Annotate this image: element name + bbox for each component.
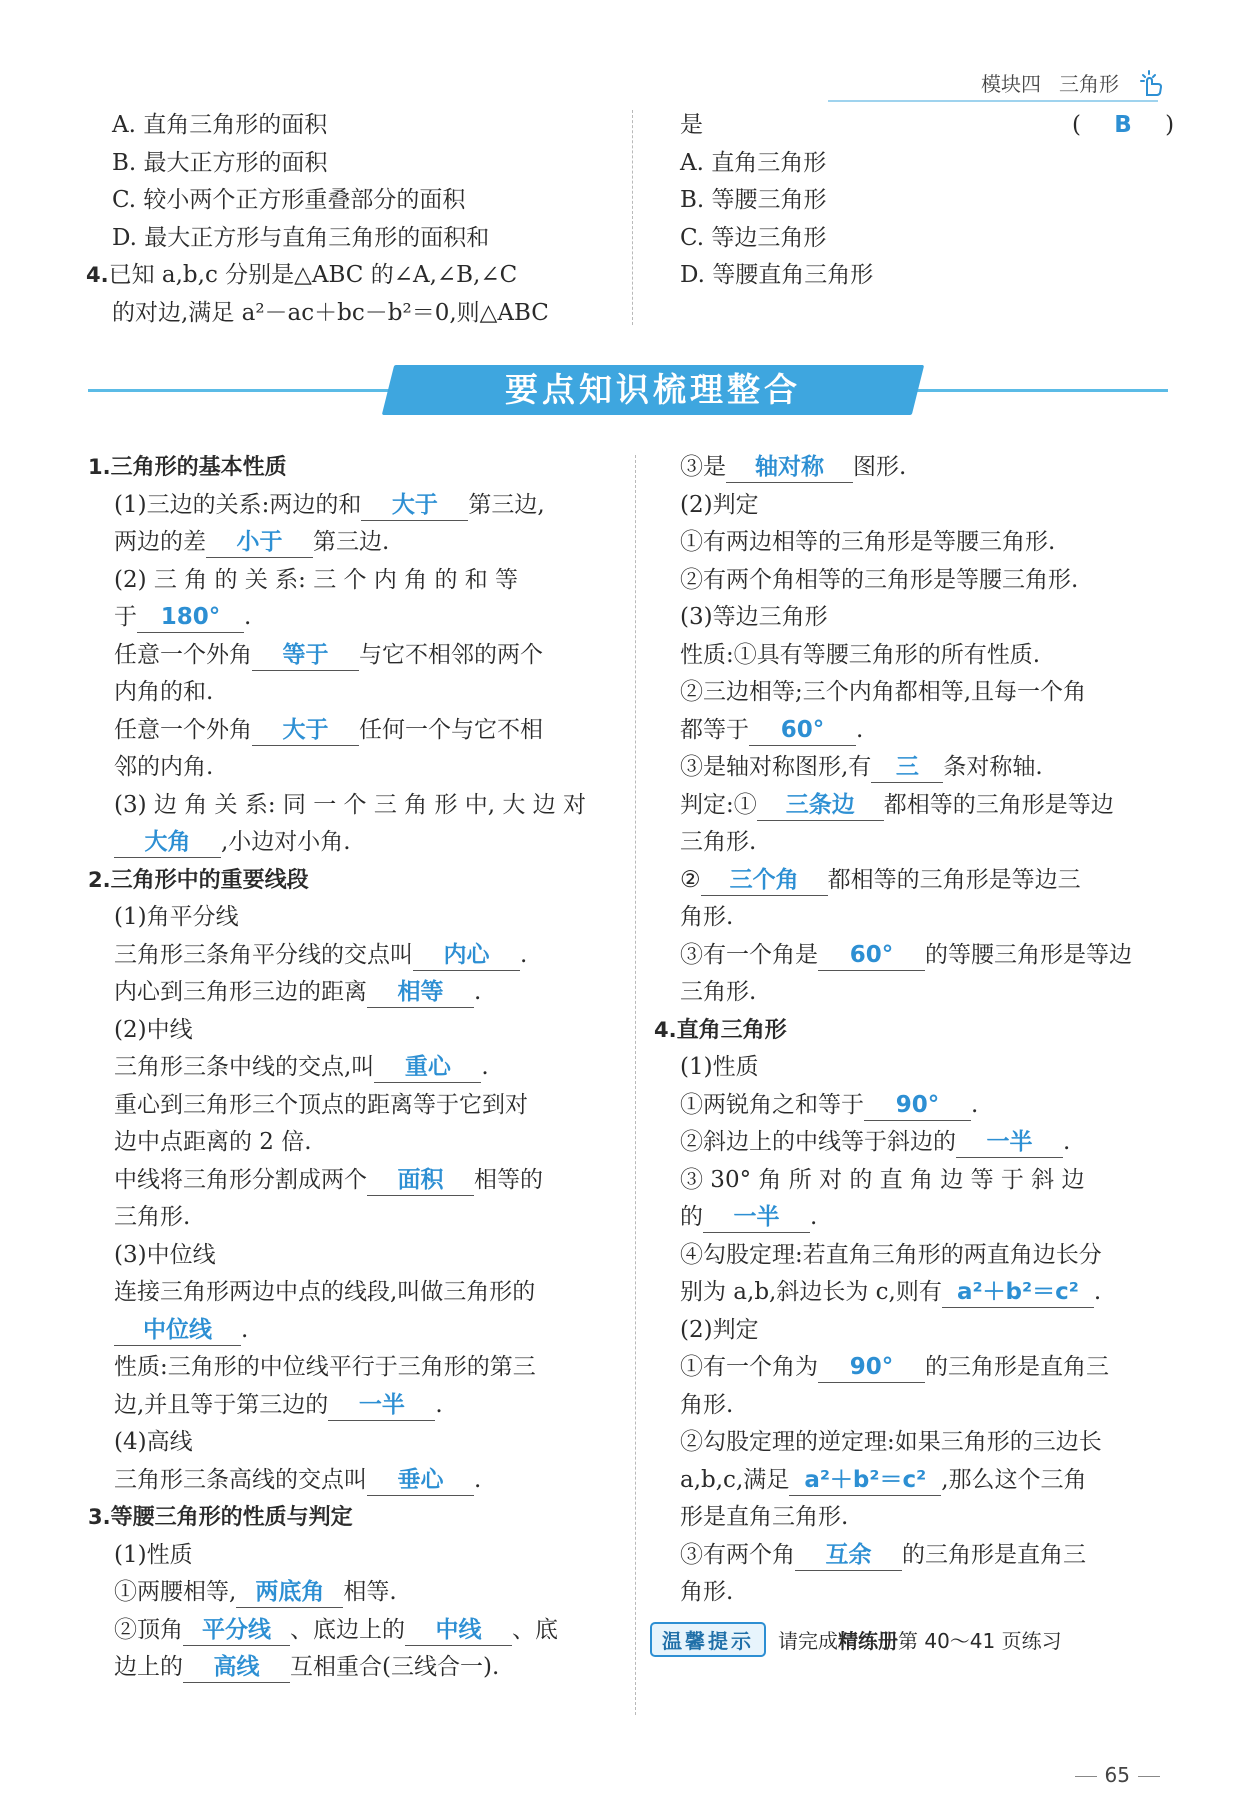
subheading: (2)判定 <box>680 491 759 518</box>
text: . <box>481 1054 489 1080</box>
dash-left <box>1075 1776 1097 1777</box>
text: ②三边相等;三个内角都相等,且每一个角 <box>680 679 1087 705</box>
text: ③ 30° 角 所 对 的 直 角 边 等 于 斜 边 <box>680 1166 1085 1193</box>
text: ①有两边相等的三角形是等腰三角形. <box>680 529 1056 555</box>
text: ①两腰相等, <box>114 1579 237 1605</box>
text: 邻的内角. <box>114 754 214 780</box>
answer-blank: 中线 <box>405 1615 512 1646</box>
answer-blank: 面积 <box>367 1165 474 1196</box>
question-4-tail <box>680 107 1175 145</box>
top-left-column <box>86 107 632 332</box>
text: 三角形. <box>680 979 757 1005</box>
text: . <box>971 1091 979 1118</box>
text: . <box>520 941 528 968</box>
answer-blank: 90° <box>864 1090 971 1121</box>
text: ④勾股定理:若直角三角形的两直角边长分 <box>680 1241 1102 1268</box>
answer-bracket <box>1072 107 1174 145</box>
subheading: (4)高线 <box>114 1429 193 1455</box>
text: 角形. <box>680 1391 734 1418</box>
text: 任何一个与它不相 <box>359 716 543 743</box>
answer-blank: 90° <box>818 1352 925 1383</box>
text: 形是直角三角形. <box>680 1504 849 1530</box>
text: 三角形三条中线的交点,叫 <box>114 1054 375 1080</box>
answer-blank: a²＋b²＝c² <box>789 1465 941 1496</box>
answer-blank: 重心 <box>374 1052 481 1083</box>
main-left-column <box>88 449 608 1687</box>
text: 角形. <box>680 904 734 930</box>
text: 图形. <box>853 454 907 480</box>
text: 第三边, <box>468 491 545 518</box>
text: ③是 <box>680 454 726 480</box>
banner-title: 要点知识梳理整合 <box>505 370 801 409</box>
answer-blank: 三个角 <box>701 865 828 896</box>
question-4-text: 已知 a,b,c 分别是△ABC 的∠A,∠B,∠C <box>108 262 518 288</box>
text: 第三边. <box>313 529 390 555</box>
option-c: C. 较小两个正方形重叠部分的面积 <box>112 187 466 213</box>
text: 的等腰三角形是等边 <box>925 941 1132 968</box>
page-header <box>981 68 1165 97</box>
text: 边,并且等于第三边的 <box>114 1391 329 1418</box>
text: 连接三角形两边中点的线段,叫做三角形的 <box>114 1279 536 1305</box>
text: 别为 a,b,斜边长为 c,则有 <box>680 1279 942 1305</box>
text: 的三角形是直角三 <box>902 1541 1086 1568</box>
text: ②斜边上的中线等于斜边的 <box>680 1129 956 1155</box>
text: 都相等的三角形是等边 <box>883 791 1114 818</box>
text: 内心到三角形三边的距离 <box>114 979 367 1005</box>
text: . <box>474 1466 482 1493</box>
practice-tip <box>650 1622 1062 1657</box>
text: 边中点距离的 2 倍. <box>114 1129 312 1155</box>
top-column-divider <box>632 110 633 325</box>
text: . <box>474 979 482 1005</box>
text: ①两锐角之和等于 <box>680 1091 864 1118</box>
answer-blank: 两底角 <box>236 1577 343 1608</box>
answer-blank: 小于 <box>206 527 313 558</box>
text: 边上的 <box>114 1654 183 1680</box>
paren-close: ) <box>1165 112 1175 138</box>
answer-blank: 中位线 <box>114 1315 241 1346</box>
text: (2) 三 角 的 关 系: 三 个 内 角 的 和 等 <box>114 566 519 593</box>
question-4-number: 4. <box>86 263 109 287</box>
answer-blank: 相等 <box>367 977 474 1008</box>
text: . <box>244 604 252 630</box>
answer-blank: 高线 <box>183 1652 290 1683</box>
text: 都相等的三角形是等边三 <box>827 866 1081 893</box>
tip-tag: 温馨提示 <box>650 1622 766 1657</box>
tip-text-b: 第 40～41 页练习 <box>898 1629 1062 1653</box>
text: 、底边上的 <box>290 1616 405 1643</box>
subheading: (3)等边三角形 <box>680 604 828 630</box>
text: 性质:三角形的中位线平行于三角形的第三 <box>114 1354 536 1380</box>
text: 三角形三条角平分线的交点叫 <box>114 941 413 968</box>
text: ②顶角 <box>114 1616 183 1643</box>
pointing-hand-icon <box>1137 69 1165 97</box>
answer-blank: 一半 <box>703 1202 810 1233</box>
answer-blank: 大于 <box>252 715 359 746</box>
text: ,那么这个三角 <box>941 1466 1087 1493</box>
text: ③有一个角是 <box>680 941 818 968</box>
text: 性质:①具有等腰三角形的所有性质. <box>680 641 1041 668</box>
text: 都等于 <box>680 716 749 743</box>
text: . <box>435 1391 443 1418</box>
section-1-title: 三角形的基本性质 <box>110 455 287 480</box>
text: 于 <box>114 604 137 630</box>
subheading: (2)判定 <box>680 1316 759 1343</box>
text: 互相重合(三线合一). <box>290 1654 500 1680</box>
answer-blank: 平分线 <box>183 1615 290 1646</box>
text: 内角的和. <box>114 679 214 705</box>
text: 的三角形是直角三 <box>925 1354 1109 1380</box>
option-a: A. 直角三角形的面积 <box>112 112 328 138</box>
answer-blank: 三 <box>871 752 943 783</box>
page-number <box>1067 1763 1168 1787</box>
page-number-text: 65 <box>1104 1763 1130 1787</box>
section-4-title: 直角三角形 <box>676 1017 787 1043</box>
text: . <box>241 1316 249 1343</box>
text: . <box>856 716 864 743</box>
option-c: C. 等边三角形 <box>680 224 827 251</box>
text: 任意一个外角 <box>114 641 252 668</box>
subheading: (1)性质 <box>114 1541 193 1568</box>
text: 条对称轴. <box>943 754 1043 780</box>
subheading: (2)中线 <box>114 1016 193 1043</box>
header-rule <box>828 100 1158 102</box>
section-2-title: 三角形中的重要线段 <box>110 867 309 893</box>
text: ,小边对小角. <box>221 829 351 855</box>
option-b: B. 等腰三角形 <box>680 187 827 213</box>
tip-text-a: 请完成 <box>778 1629 838 1653</box>
subheading: (1)角平分线 <box>114 904 239 930</box>
text: 相等的 <box>474 1166 543 1193</box>
text: 角形. <box>680 1579 734 1605</box>
top-right-column <box>680 107 1175 295</box>
text: 相等. <box>343 1579 397 1605</box>
option-a: A. 直角三角形 <box>680 149 827 176</box>
answer-blank: 垂心 <box>367 1465 474 1496</box>
answer-blank: 互余 <box>795 1540 902 1571</box>
option-d: D. 最大正方形与直角三角形的面积和 <box>112 224 490 251</box>
choice-answer: B <box>1114 112 1132 138</box>
question-4 <box>86 257 632 295</box>
tip-text-bold: 精练册 <box>838 1629 898 1653</box>
text: (3) 边 角 关 系: 同 一 个 三 角 形 中, 大 边 对 <box>114 791 586 818</box>
section-2-number: 2. <box>88 867 111 892</box>
text: 、底 <box>512 1616 558 1643</box>
question-4-line2: 的对边,满足 a²－ac＋bc－b²＝0,则△ABC <box>112 299 549 326</box>
answer-blank: a²＋b²＝c² <box>942 1277 1094 1308</box>
option-d: D. 等腰直角三角形 <box>680 262 874 288</box>
text: . <box>1063 1129 1071 1155</box>
section-1-number: 1. <box>88 455 111 479</box>
subheading: (3)中位线 <box>114 1241 216 1268</box>
answer-blank: 60° <box>818 940 925 971</box>
text: 重心到三角形三个顶点的距离等于它到对 <box>114 1091 528 1118</box>
text: 任意一个外角 <box>114 716 252 743</box>
answer-blank: 三条边 <box>757 790 884 821</box>
text: 三角形. <box>680 829 757 855</box>
text: 的 <box>680 1204 703 1230</box>
section-3-title: 等腰三角形的性质与判定 <box>110 1505 353 1530</box>
text: ②勾股定理的逆定理:如果三角形的三边长 <box>680 1429 1102 1455</box>
text: (1)三边的关系:两边的和 <box>114 491 362 518</box>
text: ③有两个角 <box>680 1541 795 1568</box>
option-b: B. 最大正方形的面积 <box>112 149 328 176</box>
answer-blank: 大角 <box>114 827 221 858</box>
answer-blank: 等于 <box>252 640 359 671</box>
dash-right <box>1138 1776 1160 1777</box>
text: ②有两个角相等的三角形是等腰三角形. <box>680 566 1079 593</box>
answer-blank: 180° <box>137 602 244 633</box>
answer-blank: 轴对称 <box>726 452 853 483</box>
text: 与它不相邻的两个 <box>359 641 543 668</box>
text: . <box>1093 1279 1102 1305</box>
section-3-number: 3. <box>88 1505 111 1529</box>
text: . <box>810 1204 818 1230</box>
paren-open: ( <box>1072 112 1081 138</box>
subheading: (1)性质 <box>680 1054 759 1080</box>
answer-blank: 一半 <box>328 1390 435 1421</box>
main-right-column <box>654 449 1174 1612</box>
module-label: 模块四 <box>981 72 1041 96</box>
tip-text <box>778 1625 1062 1654</box>
text: 三角形. <box>114 1204 191 1230</box>
answer-blank: 一半 <box>956 1127 1063 1158</box>
text: ③是轴对称图形,有 <box>680 754 872 780</box>
text: a,b,c,满足 <box>680 1466 790 1493</box>
answer-blank: 60° <box>749 715 856 746</box>
text: ①有一个角为 <box>680 1354 818 1380</box>
question-4-tail-text: 是 <box>680 112 703 138</box>
text: 中线将三角形分割成两个 <box>114 1166 367 1193</box>
text: 两边的差 <box>114 529 206 555</box>
section-banner <box>88 365 1168 417</box>
section-label: 三角形 <box>1059 72 1119 96</box>
text: ② <box>680 866 701 893</box>
text: 判定:① <box>680 791 757 818</box>
answer-blank: 大于 <box>361 490 468 521</box>
answer-blank: 内心 <box>413 940 520 971</box>
text: 三角形三条高线的交点叫 <box>114 1466 367 1493</box>
main-column-divider <box>635 455 636 1715</box>
section-4-number: 4. <box>654 1017 677 1042</box>
